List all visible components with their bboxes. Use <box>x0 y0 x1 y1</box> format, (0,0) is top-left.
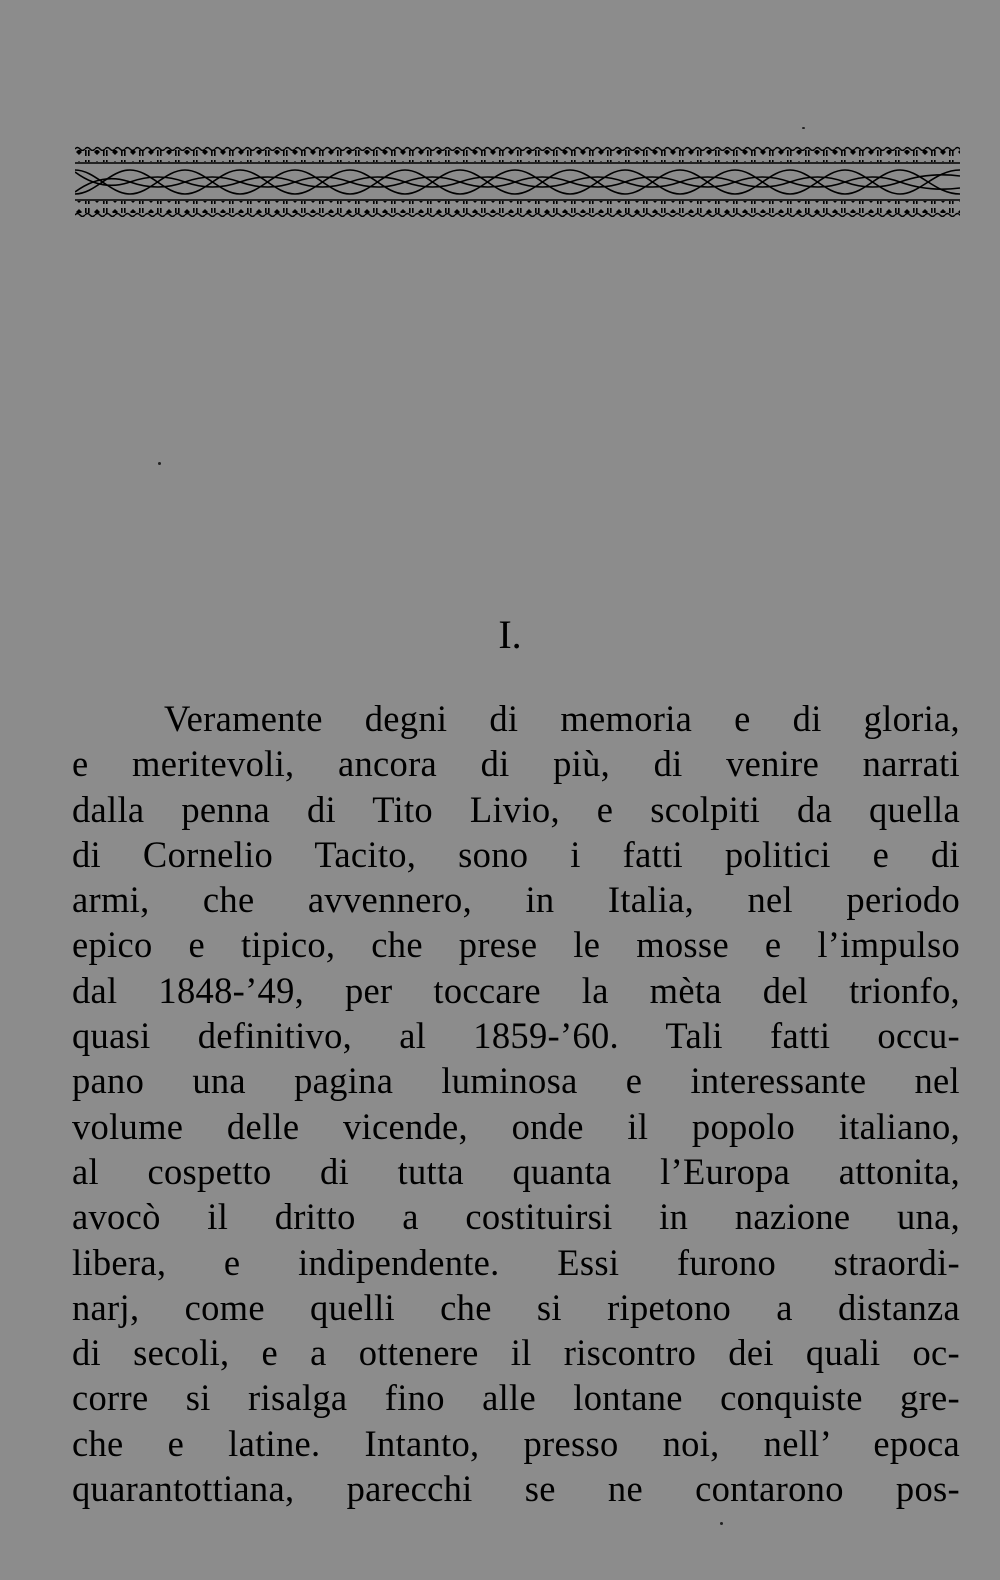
decorative-header-ornament <box>75 146 960 218</box>
chapter-number: I. <box>498 612 522 657</box>
body-paragraph <box>72 696 960 1511</box>
text-line: di Cornelio Tacito, sono i fatti politici e di <box>72 833 960 875</box>
text-line: volume delle vicende, onde il popolo italiano, <box>72 1105 960 1147</box>
text-line: libera, e indipendente. Essi furono straordi- <box>72 1241 960 1283</box>
text-line: avocò il dritto a costituirsi in nazione una, <box>72 1196 960 1238</box>
text-line: quasi definitivo, al 1859-’60. Tali fatti occu- <box>72 1015 960 1057</box>
text-line: al cospetto di tutta quanta l’Europa attonita, <box>72 1150 960 1192</box>
text-line: pano una pagina luminosa e interessante nel <box>72 1060 960 1102</box>
text-line: di secoli, e a ottenere il riscontro dei quali oc- <box>72 1332 960 1374</box>
text-line: armi, che avvennero, in Italia, nel periodo <box>72 879 960 921</box>
text-line: quarantottiana, parecchi se ne contarono pos- <box>72 1468 960 1510</box>
print-speck <box>720 1522 723 1525</box>
text-line: e meritevoli, ancora di più, di venire narrati <box>72 743 960 785</box>
text-line: epico e tipico, che prese le mosse e l’impulso <box>72 924 960 966</box>
text-line: narj, come quelli che si ripetono a distanza <box>72 1286 960 1328</box>
text-line: corre si risalga fino alle lontane conquiste gre- <box>72 1377 960 1419</box>
print-speck <box>802 127 805 129</box>
text-line: dal 1848-’49, per toccare la mèta del trionfo, <box>72 969 960 1011</box>
text-line: dalla penna di Tito Livio, e scolpiti da quella <box>72 788 960 830</box>
text-line: Veramente degni di memoria e di gloria, <box>164 698 960 739</box>
print-speck <box>158 462 161 465</box>
text-line: che e latine. Intanto, presso noi, nell’ epoca <box>72 1422 960 1464</box>
